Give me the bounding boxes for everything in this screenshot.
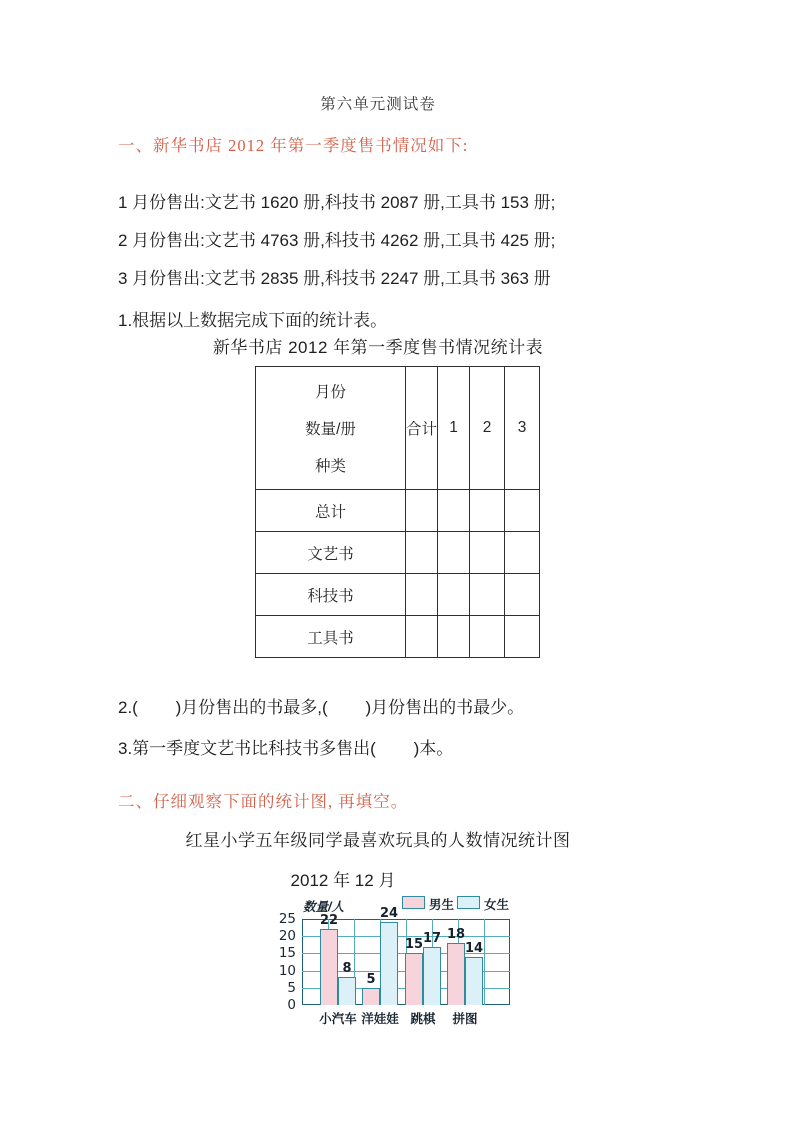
question-1: 1.根据以上数据完成下面的统计表。 (118, 311, 388, 330)
y-axis-tick-label: 20 (278, 928, 296, 945)
bar-女生-拼图 (465, 957, 483, 1005)
empty-cell (470, 490, 505, 532)
empty-cell (470, 574, 505, 616)
bar-女生-小汽车 (338, 977, 356, 1005)
bar-value-label: 18 (446, 927, 466, 943)
table-corner-cell (256, 367, 406, 490)
table-row (256, 490, 540, 532)
stats-table-title: 新华书店 2012 年第一季度售书情况统计表 (212, 338, 544, 357)
empty-cell (406, 490, 438, 532)
y-axis-tick-label: 25 (278, 911, 296, 927)
row-label-zongji: 总计 (256, 490, 406, 532)
empty-cell (505, 574, 540, 616)
col-header-1: 1 (438, 367, 470, 490)
col-header-3: 3 (505, 367, 540, 490)
empty-cell (470, 532, 505, 574)
y-axis-tick-label: 15 (278, 945, 296, 962)
empty-cell (406, 532, 438, 574)
bar-女生-洋娃娃 (380, 922, 398, 1005)
table-header-row (256, 367, 540, 490)
empty-cell (505, 490, 540, 532)
empty-cell (438, 616, 470, 658)
y-axis-tick-label: 0 (287, 997, 296, 1013)
y-axis-tick-label: 5 (287, 979, 296, 996)
bar-女生-跳棋 (423, 947, 441, 1005)
stats-table (255, 366, 540, 658)
empty-cell (505, 616, 540, 658)
empty-cell (406, 616, 438, 658)
legend-label-male: 男生 (429, 898, 455, 912)
col-header-total: 合计 (406, 367, 438, 490)
empty-cell (438, 490, 470, 532)
chart-subtitle: 2012 年 12 月 (290, 871, 396, 890)
y-axis-label: 数量/人 (303, 900, 344, 914)
page-title: 第六单元测试卷 (320, 96, 436, 113)
section2-heading: 二、仔细观察下面的统计图, 再填空。 (118, 792, 409, 811)
empty-cell (406, 574, 438, 616)
bar-男生-洋娃娃 (362, 988, 380, 1005)
x-axis-category-label: 跳棋 (410, 1012, 436, 1026)
bar-value-label: 24 (379, 906, 399, 922)
legend-swatch-male (402, 896, 425, 909)
bar-value-label: 17 (422, 930, 442, 946)
row-label-wenyishu: 文艺书 (256, 532, 406, 574)
table-row (256, 574, 540, 616)
bar-value-label: 14 (464, 940, 484, 956)
empty-cell (438, 574, 470, 616)
empty-cell (470, 616, 505, 658)
sales-line-mar: 3 月份售出:文艺书 2835 册,科技书 2247 册,工具书 363 册 (118, 269, 551, 288)
x-axis-category-label: 洋娃娃 (361, 1012, 399, 1026)
bar-value-label: 8 (342, 961, 352, 977)
table-row (256, 532, 540, 574)
question-2: 2.( )月份售出的书最多,( )月份售出的书最少。 (118, 698, 525, 717)
x-axis-category-label: 小汽车 (319, 1012, 357, 1026)
legend-swatch-female (457, 896, 480, 909)
corner-line-quantity: 数量/册 (305, 421, 356, 438)
bar-value-label: 5 (366, 971, 376, 987)
chart-title: 红星小学五年级同学最喜欢玩具的人数情况统计图 (185, 831, 571, 850)
corner-line-month: 月份 (314, 384, 346, 401)
sales-line-feb: 2 月份售出:文艺书 4763 册,科技书 4262 册,工具书 425 册; (118, 231, 556, 250)
empty-cell (505, 532, 540, 574)
corner-line-category: 种类 (314, 458, 346, 475)
x-axis-category-label: 拼图 (452, 1012, 478, 1026)
legend-label-female: 女生 (484, 898, 510, 912)
question-3: 3.第一季度文艺书比科技书多售出( )本。 (118, 739, 454, 758)
y-axis-tick-label: 10 (278, 962, 296, 979)
row-label-gongjushu: 工具书 (256, 616, 406, 658)
bar-chart (255, 888, 555, 1038)
sales-line-jan: 1 月份售出:文艺书 1620 册,科技书 2087 册,工具书 153 册; (118, 193, 556, 212)
table-row (256, 616, 540, 658)
row-label-kejishu: 科技书 (256, 574, 406, 616)
empty-cell (438, 532, 470, 574)
gridline-vertical (484, 919, 485, 1005)
bar-value-label: 22 (319, 913, 339, 929)
col-header-2: 2 (470, 367, 505, 490)
section1-heading: 一、新华书店 2012 年第一季度售书情况如下: (118, 136, 469, 155)
bar-男生-跳棋 (405, 953, 423, 1005)
bar-value-label: 15 (404, 937, 424, 953)
